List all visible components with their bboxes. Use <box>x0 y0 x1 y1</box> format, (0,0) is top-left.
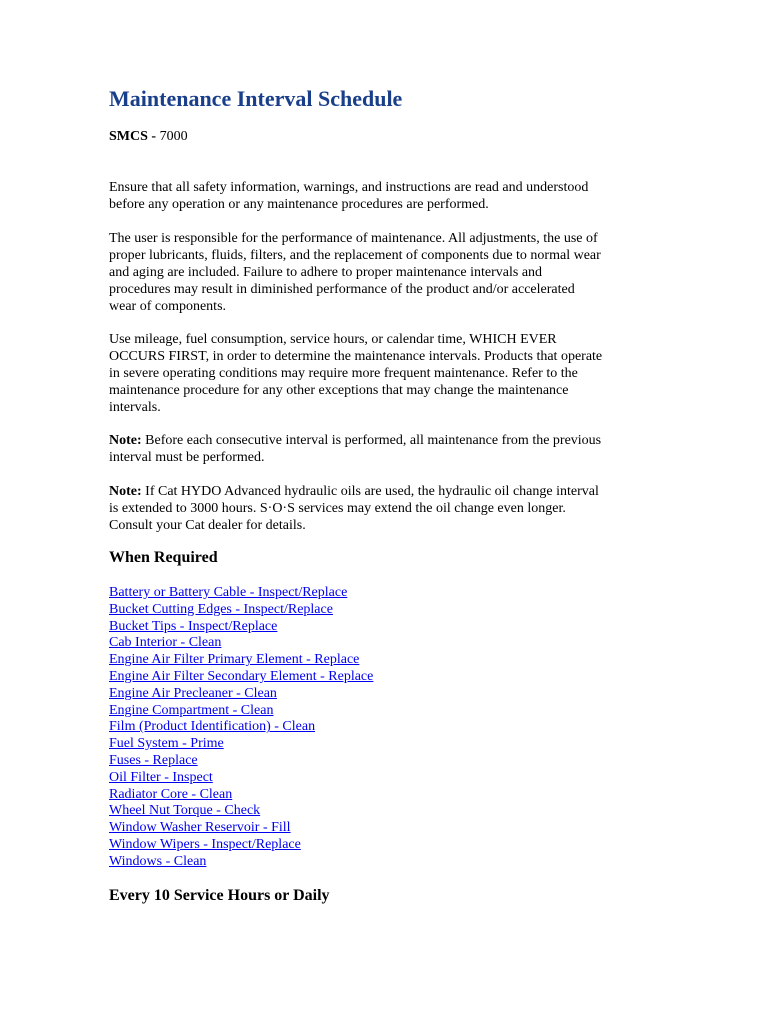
link-engine-compartment[interactable]: Engine Compartment - Clean <box>109 702 274 718</box>
text-line: before any operation or any maintenance procedures are performed. <box>109 197 489 212</box>
list-item <box>109 718 373 735</box>
text-line: Consult your Cat dealer for details. <box>109 518 306 533</box>
text-line: and aging are included. Failure to adhere to proper maintenance intervals and <box>109 265 543 280</box>
link-windows[interactable]: Windows - Clean <box>109 853 207 869</box>
smcs-label: SMCS - <box>109 129 157 144</box>
list-item <box>109 769 373 786</box>
text-line <box>109 483 599 500</box>
link-battery-cable[interactable]: Battery or Battery Cable - Inspect/Replace <box>109 585 348 600</box>
intro-paragraph-intervals <box>109 331 602 416</box>
when-required-link-list <box>109 584 373 870</box>
link-window-wipers[interactable]: Window Wipers - Inspect/Replace <box>109 836 301 852</box>
link-radiator-core[interactable]: Radiator Core - Clean <box>109 786 233 802</box>
page-title: Maintenance Interval Schedule <box>109 86 403 111</box>
text-line <box>109 432 601 449</box>
text-line: proper lubricants, fluids, filters, and the replacement of components due to normal wear <box>109 248 601 263</box>
list-item <box>109 735 373 752</box>
note-paragraph-consecutive <box>109 432 601 466</box>
intro-paragraph-responsibility <box>109 230 601 315</box>
list-item <box>109 668 373 685</box>
text-line: Use mileage, fuel consumption, service hours, or calendar time, WHICH EVER <box>109 332 557 347</box>
note-text: If Cat HYDO Advanced hydraulic oils are used, the hydraulic oil change interval <box>141 484 599 499</box>
text-line: maintenance procedure for any other exceptions that may change the maintenance <box>109 383 569 398</box>
list-item <box>109 836 373 853</box>
text-line: Ensure that all safety information, warnings, and instructions are read and understood <box>109 180 589 195</box>
text-line: intervals. <box>109 400 161 415</box>
text-line: interval must be performed. <box>109 450 265 465</box>
smcs-value: 7000 <box>159 129 188 144</box>
note-label: Note: <box>109 484 142 499</box>
list-item <box>109 618 373 635</box>
list-item <box>109 853 373 870</box>
list-item <box>109 752 373 769</box>
list-item <box>109 819 373 836</box>
list-item <box>109 634 373 651</box>
link-wheel-nut-torque[interactable]: Wheel Nut Torque - Check <box>109 803 261 819</box>
link-cab-interior[interactable]: Cab Interior - Clean <box>109 635 222 651</box>
smcs-code <box>109 128 188 145</box>
link-air-filter-secondary[interactable]: Engine Air Filter Secondary Element - Replace <box>109 668 374 684</box>
note-text: Before each consecutive interval is performed, all maintenance from the previous <box>141 433 602 448</box>
list-item <box>109 584 373 601</box>
text-line: The user is responsible for the performance of maintenance. All adjustments, the use of <box>109 231 598 246</box>
link-film[interactable]: Film (Product Identification) - Clean <box>109 719 316 735</box>
link-oil-filter[interactable]: Oil Filter - Inspect <box>109 769 213 785</box>
list-item <box>109 685 373 702</box>
intro-paragraph-safety <box>109 179 588 213</box>
list-item <box>109 802 373 819</box>
list-item <box>109 702 373 719</box>
link-bucket-tips[interactable]: Bucket Tips - Inspect/Replace <box>109 618 278 634</box>
section-heading-when-required: When Required <box>109 549 218 566</box>
note-label: Note: <box>109 433 142 448</box>
list-item <box>109 651 373 668</box>
link-washer-reservoir[interactable]: Window Washer Reservoir - Fill <box>109 820 291 836</box>
text-line: wear of components. <box>109 299 227 314</box>
list-item <box>109 786 373 803</box>
link-bucket-cutting-edges[interactable]: Bucket Cutting Edges - Inspect/Replace <box>109 601 333 617</box>
list-item <box>109 601 373 618</box>
text-line: is extended to 3000 hours. S·O·S services may extend the oil change even longer. <box>109 501 566 516</box>
text-line: in severe operating conditions may require more frequent maintenance. Refer to the <box>109 366 578 381</box>
text-line: procedures may result in diminished performance of the product and/or accelerated <box>109 282 575 297</box>
link-fuel-system[interactable]: Fuel System - Prime <box>109 736 224 752</box>
link-air-precleaner[interactable]: Engine Air Precleaner - Clean <box>109 685 277 701</box>
note-paragraph-hydo <box>109 483 599 534</box>
text-line: OCCURS FIRST, in order to determine the maintenance intervals. Products that operate <box>109 349 603 364</box>
link-air-filter-primary[interactable]: Engine Air Filter Primary Element - Replace <box>109 652 360 668</box>
section-heading-every-10-hours: Every 10 Service Hours or Daily <box>109 887 330 904</box>
link-fuses[interactable]: Fuses - Replace <box>109 752 198 768</box>
